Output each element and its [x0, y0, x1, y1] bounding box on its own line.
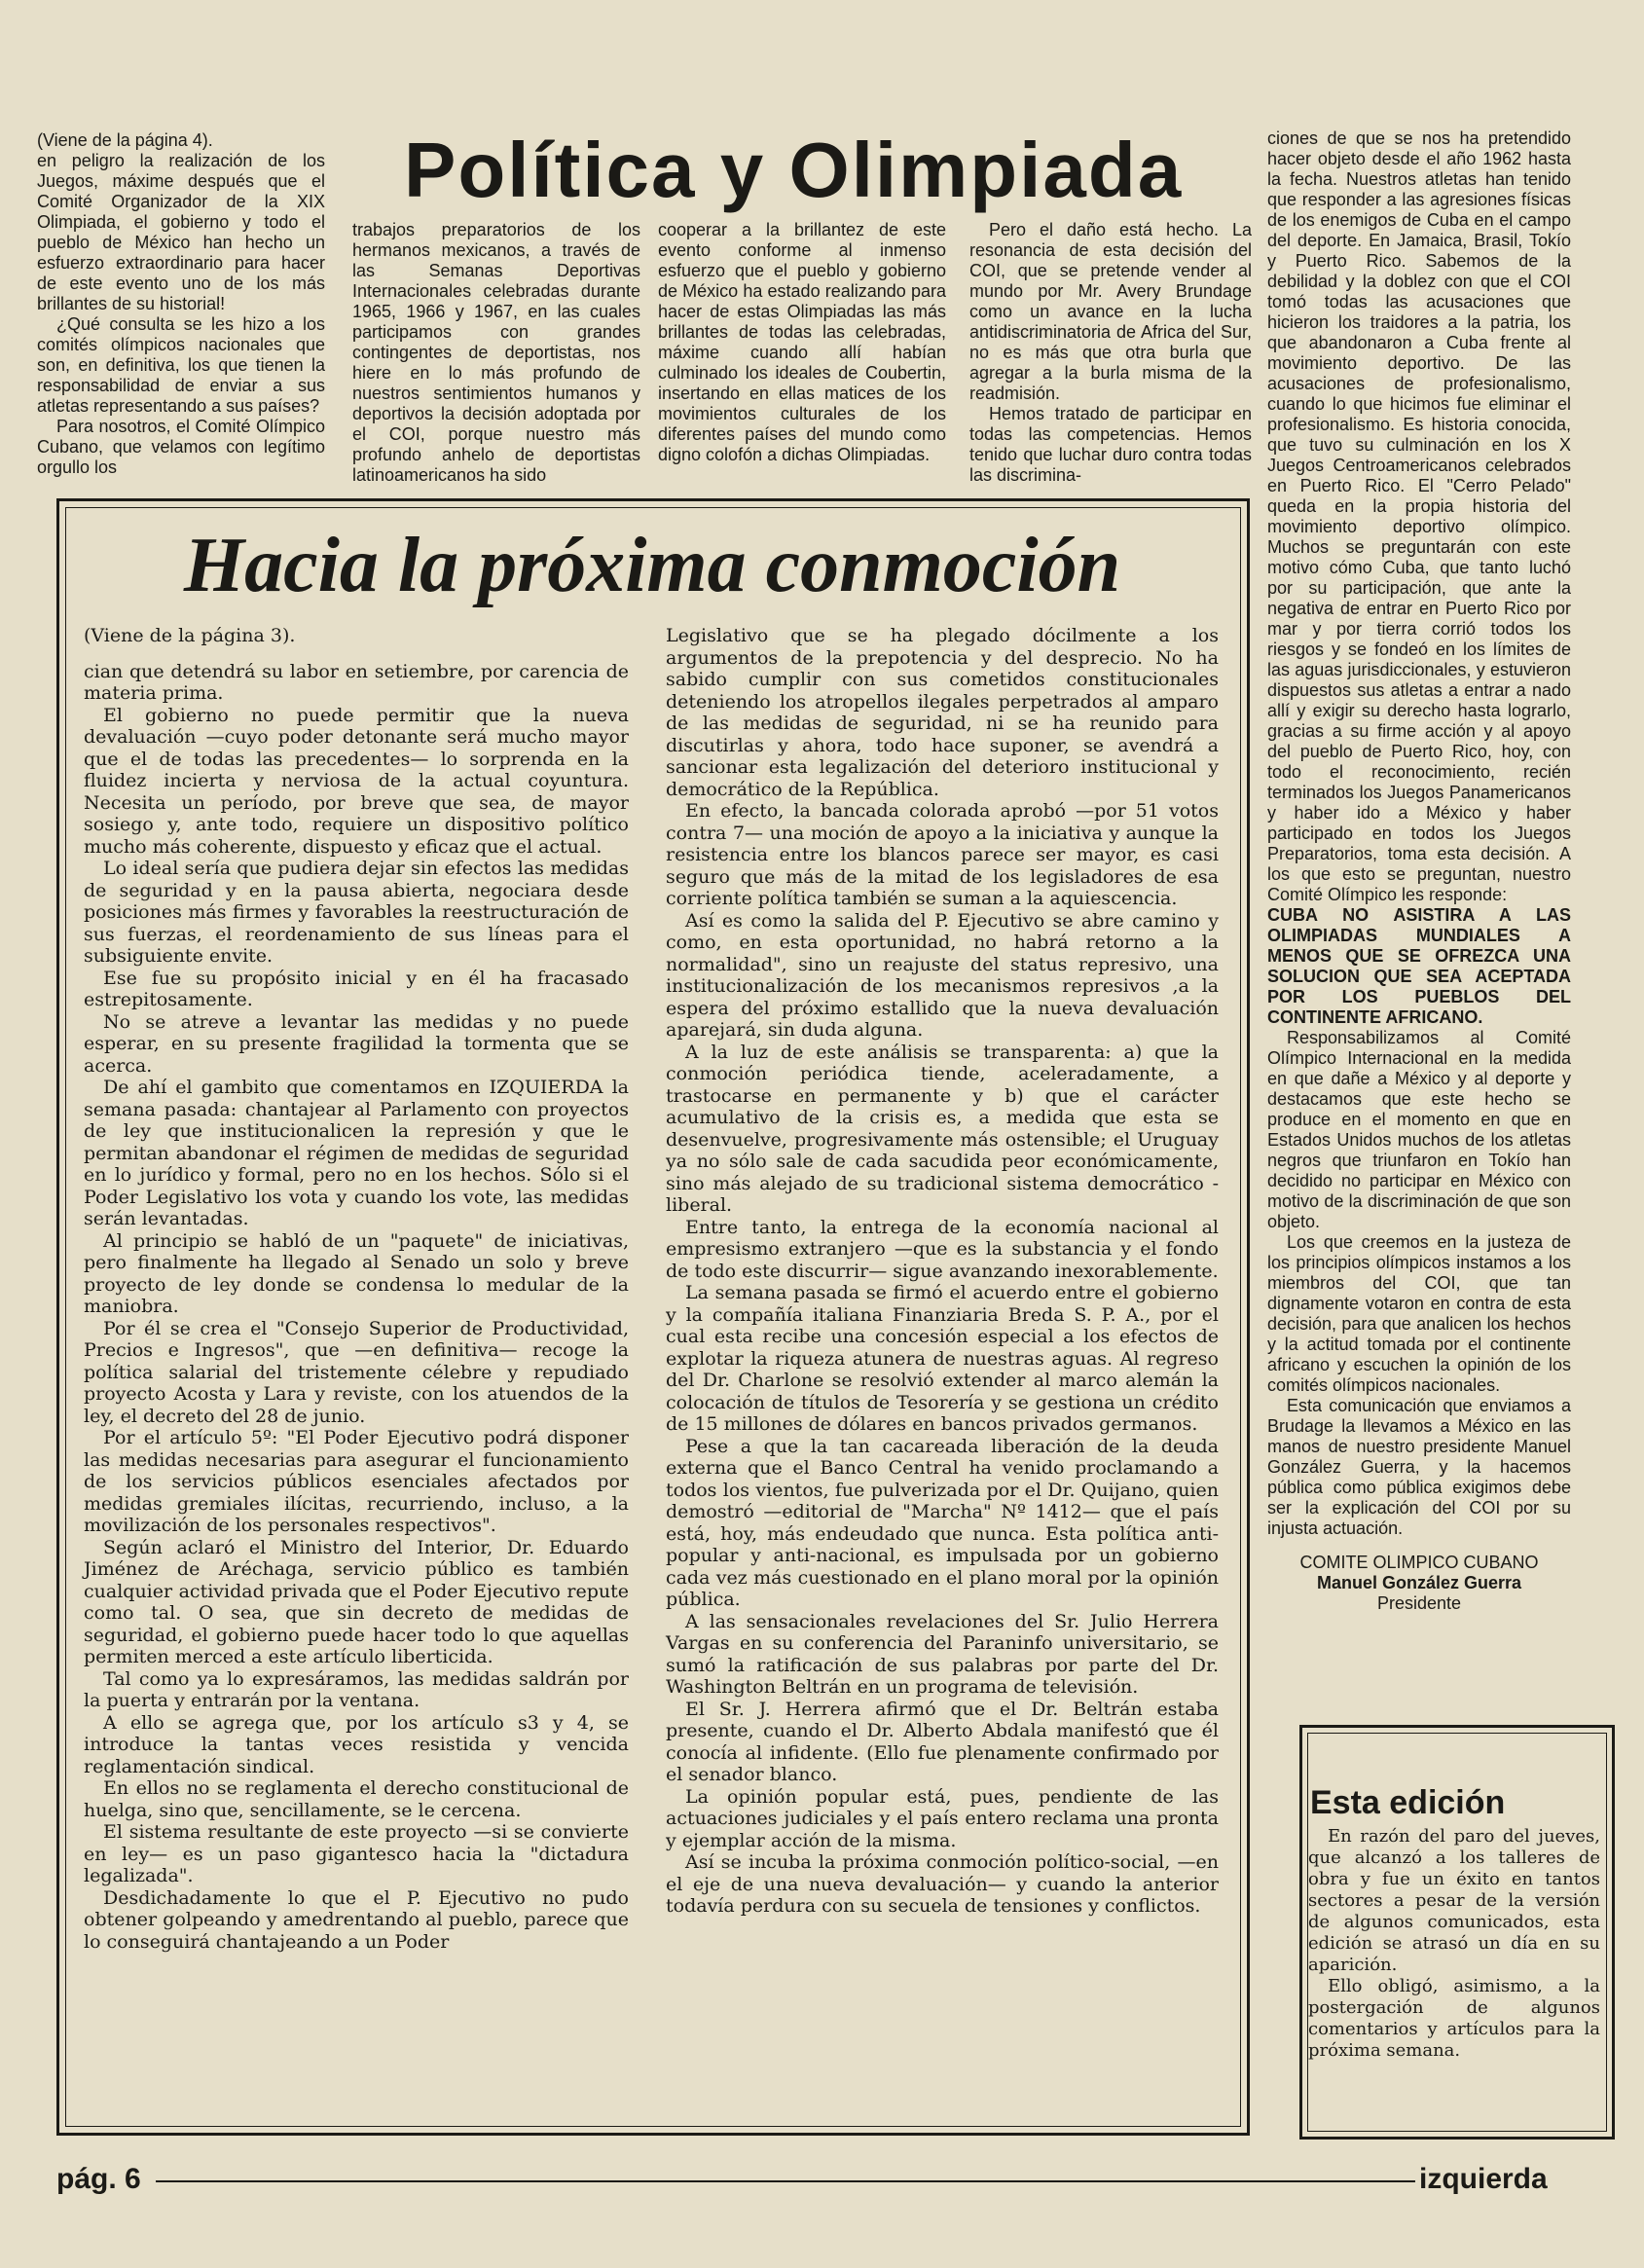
- signature-role: Presidente: [1376, 1593, 1462, 1613]
- signature-org: COMITE OLIMPICO CUBANO: [1299, 1553, 1539, 1572]
- politica-col1-p3: Para nosotros, el Comité Olímpico Cubano, que velamos con legítimo orgullo los: [37, 417, 325, 477]
- politica-col-2: [352, 220, 640, 486]
- conmocion-right-p9: La opinión popular está, pues, pendiente de las actuaciones judiciales y el país entero reclama una pronta y ejemplar acción de la misma.: [666, 1785, 1219, 1851]
- edicion-p1: Ello obligó, asimismo, a la postergación de algunos comentarios y artículos para la próxima semana.: [1308, 1976, 1600, 2061]
- politica-right-declaration: CUBA NO ASISTIRA A LAS OLIMPIADAS MUNDIALES A MENOS QUE SE OFREZCA UNA SOLUCION QUE SEA ACEPTADA POR LOS PUEBLOS DEL CONTINENTE AFRICANO.: [1267, 905, 1571, 1027]
- footer-rule: [156, 2180, 1415, 2182]
- conmocion-title: Hacia la próxima conmoción: [183, 523, 1121, 608]
- conmocion-left-p14: Desdichadamente lo que el P. Ejecutivo no pudo obtener golpeando y amedrentando al pueblo, parece que lo conseguirá chantajeando a un Poder: [84, 1886, 629, 1953]
- politica-col-3: [658, 220, 946, 465]
- politica-col2-text: trabajos preparatorios de los hermanos mexicanos, a través de las Semanas Deportivas Internacionales celebradas durante 1965, 1966 y 1967, en las cuales participamos con grandes contingentes de deportistas, nos hiere en lo más profundo de nuestros sentimientos humanos y deportivos la decisión adoptada por el COI, porque nuestro más profundo anhelo de deportistas latinoamericanos ha sido: [352, 220, 640, 485]
- conmocion-right-p5: La semana pasada se firmó el acuerdo entre el gobierno y la compañía italiana Finanziaria Breda S. P. A., por el cual esta recibe una concesión especial a los efectos de explotar la riqueza atunera de nuestras aguas. Al regreso del Dr. Charlone se resolvió extender al marco alemán la colocación de títulos de Tesorería y se gestiona un crédito de 15 millones de dólares en bancos privados germanos.: [666, 1282, 1219, 1435]
- politica-right-column: [1267, 128, 1571, 1614]
- conmocion-left-p12: En ellos no se reglamenta el derecho constitucional de huelga, sino que, sencillamente, se le cercena.: [84, 1777, 629, 1821]
- conmocion-right-p2: Así es como la salida del P. Ejecutivo se abre camino y como, en esta oportunidad, no habrá retorno a la normalidad", sino un reajuste del status represivo, una institucionalización de los mecanismos represivos ,a la espera del próximo estallido que la nueva devaluación aparejará, sin duda alguna.: [666, 909, 1219, 1041]
- politica-col-4: [969, 220, 1252, 486]
- conmocion-right-p6: Pese a que la tan cacareada liberación de la deuda externa que el Banco Central ha venido proclamando a todos los vientos, fue pulverizada por el Dr. Quijano, quien demostró —editorial de "Marcha" Nº 1412— que el país está, hoy, más endeudado que nunca. Esta política anti-popular y anti-nacional, es impulsada por un gobierno cada vez más cuestionado en el plano moral por la opinión pública.: [666, 1435, 1219, 1610]
- politica-right-p0: ciones de que se nos ha pretendido hacer objeto desde el año 1962 hasta la fecha. Nuestros atletas han tenido que responder a las agresiones físicas de los enemigos de Cuba en el campo del deporte. En Jamaica, Brasil, Tokío y Puerto Rico. Sabemos de la debilidad y la doblez con que el COI tomó todas las acusaciones que hicieron los traidores a la patria, los que abandonaron a Cuba frente al movimiento deportivo. De las acusaciones de profesionalismo, cuando lo que hicimos fue eliminar el profesionalismo. Es historia conocida, que tuvo su culminación en los X Juegos Centroamericanos celebrados en Puerto Rico. El "Cerro Pelado" queda en la propia historia del movimiento deportivo olímpico. Muchos se preguntarán con este motivo cómo Cuba, que tanto luchó por su participación, que ante la negativa de entrar en Puerto Rico por mar y por tierra corrió todos los riesgos y se fondeó en los límites de las aguas jurisdiccionales, y estuvieron dispuestos sus atletas a entrar a nado allí y exigir su derecho hasta lograrlo, gracias a su firme acción y al apoyo del pueblo de Puerto Rico, hoy, con todo el reconocimiento, recién terminados los Juegos Panamericanos y haber ido a México y haber participado en todos los Juegos Preparatorios, toma esta decisión. A los que esto se preguntan, nuestro Comité Olímpico les responde:: [1267, 128, 1571, 904]
- edicion-p0: En razón del paro del jueves, que alcanzó a los talleres de obra y fue un éxito en tantos sectores a pesar de la versión de algunos comunicados, esta edición se atrasó un día en su aparición.: [1308, 1826, 1600, 1975]
- conmocion-left-p3: Ese fue su propósito inicial y en él ha fracasado estrepitosamente.: [84, 967, 629, 1010]
- conmocion-left-p4: No se atreve a levantar las medidas y no puede esperar, en su presente fragilidad la tormenta que se acerca.: [84, 1010, 629, 1077]
- conmocion-right-p0: Legislativo que se ha plegado dócilmente a los argumentos de la prepotencia y del desprecio. No ha sabido cumplir con sus cometidos constitucionales deteniendo los atropellos ilegales perpetrados al amparo de las medidas de seguridad, ni se ha reunido para discutirlas y ahora, todo hace suponer, se avendrá a sancionar esta legalización del deterioro institucional y democrático de la República.: [666, 625, 1219, 800]
- politica-col1-p1: en peligro la realización de los Juegos, máxime después que el Comité Organizador de la XIX Olimpiada, el gobierno y todo el pueblo de México han hecho un esfuerzo extraordinario para hacer de este evento uno de los más brillantes de su historial!: [37, 151, 325, 313]
- politica-title: Política y Olimpiada: [404, 127, 1184, 213]
- edicion-body: [1308, 1826, 1600, 2062]
- conmocion-left-p2: Lo ideal sería que pudiera dejar sin efectos las medidas de seguridad y en la pausa abierta, negociara desde posiciones más firmes y favorables la reestructuración de sus fuerzas, el reordenamiento de sus líneas para el subsiguiente envite.: [84, 858, 629, 967]
- politica-col4-p0: Pero el daño está hecho. La resonancia de esta decisión del COI, que se pretende vender al mundo por Mr. Avery Brundage como un avance en la lucha antidiscriminatoria de Africa del Sur, no es más que otra burla que agregar a la burla misma de la readmisión.: [969, 220, 1252, 403]
- politica-col1-p0: (Viene de la página 4).: [37, 130, 213, 150]
- politica-right-p2: Responsabilizamos al Comité Olímpico Internacional en la medida en que dañe a México y al deporte y destacamos que este hecho se produce en el momento en que en Estados Unidos muchos de los atletas negros que triunfaron en Tokío han decidido no participar en México con motivo de la discriminación de que son objeto.: [1267, 1028, 1571, 1231]
- conmocion-right-p4: Entre tanto, la entrega de la economía nacional al empresismo extranjero —que es la substancia y el fondo de todo este discurrir— sigue avanzando inexorablemente.: [666, 1216, 1219, 1282]
- conmocion-col-left: [84, 625, 629, 1953]
- conmocion-right-p10: Así se incuba la próxima conmoción político-social, —en el eje de una nueva devaluación— y cuando la anterior todavía perdura con su secuela de tensiones y conflictos.: [666, 1851, 1219, 1917]
- conmocion-right-p1: En efecto, la bancada colorada aprobó —por 51 votos contra 7— una moción de apoyo a la iniciativa y aunque la resistencia entre los blancos parece ser mayor, es casi seguro que más de la mitad de los legisladores de esa corriente política también se suman a la aquiescencia.: [666, 800, 1219, 909]
- conmocion-left-p10: Tal como ya lo expresáramos, las medidas saldrán por la puerta y entrarán por la ventana.: [84, 1667, 629, 1711]
- conmocion-left-p1: El gobierno no puede permitir que la nueva devaluación —cuyo poder detonante será mucho mayor que el de todas las precedentes— lo sorprenda en la fluidez incierta y nerviosa de la actual coyuntura. Necesita un período, por breve que sea, de mayor sosiego y, ante todo, requiere un dispositivo político mucho más coherente, dispuesto y eficaz que el actual.: [84, 704, 629, 858]
- conmocion-col-right: [666, 625, 1219, 1918]
- politica-col1-p2: ¿Qué consulta se les hizo a los comités olímpicos nacionales que son, en definitiva, los que tienen la responsabilidad de enviar a sus atletas representando a sus países?: [37, 314, 325, 416]
- conmocion-left-p11: A ello se agrega que, por los artículo s3 y 4, se introduce la tantas veces resistida y vencida reglamentación sindical.: [84, 1711, 629, 1777]
- politica-col3-text: cooperar a la brillantez de este evento conforme al inmenso esfuerzo que el pueblo y gobierno de México ha estado realizando para hacer de estas Olimpiadas las más brillantes de todas las celebradas, máxime cuando allí habían culminado los ideales de Coubertin, insertando en ellas matices de los movimientos culturales de los diferentes países del mundo como digno colofón a dichas Olimpiadas.: [658, 220, 946, 464]
- politica-col4-p1: Hemos tratado de participar en todas las competencias. Hemos tenido que luchar duro contra todas las discrimina-: [969, 404, 1252, 485]
- conmocion-left-p9: Según aclaró el Ministro del Interior, Dr. Eduardo Jiménez de Aréchaga, servicio público es también cualquier actividad privada que el Poder Ejecutivo repute como tal. O sea, que sin decreto de medidas de seguridad, el gobierno puede hacer todo lo que aquellas permiten merced a este artículo liberticida.: [84, 1536, 629, 1667]
- conmocion-left-p8: Por el artículo 5º: "El Poder Ejecutivo podrá disponer las medidas necesarias para asegurar el funcionamiento de los servicios públicos esenciales afectados por medidas gremiales ilícitas, recurriendo, incluso, a la movilización de los personales respectivos".: [84, 1427, 629, 1536]
- conmocion-right-p8: El Sr. J. Herrera afirmó que el Dr. Beltrán estaba presente, cuando el Dr. Alberto Abdala manifestó que él conocía al infidente. (Ello fue plenamente confirmado por el senador blanco.: [666, 1698, 1219, 1785]
- conmocion-right-p3: A la luz de este análisis se transparenta: a) que la conmoción periódica tiende, aceleradamente, a trastocarse en permanente y b) que el carácter acumulativo de la crisis es, a medida que esta se desenvuelve, progresivamente más ostensible; el Uruguay ya no sólo sale de cada sacudida peor económicamente, sino más alejado de su tradicional sistema democrático - liberal.: [666, 1041, 1219, 1216]
- conmocion-left-p5: De ahí el gambito que comentamos en IZQUIERDA la semana pasada: chantajear al Parlamento con proyectos de ley que institucionalicen la represión y que le permitan abandonar el régimen de medidas de seguridad en lo jurídico y formal, pero no en los hechos. Sólo si el Poder Legislativo los vota y cuando los vote, las medidas serán levantadas.: [84, 1077, 629, 1229]
- politica-right-p4: Esta comunicación que enviamos a Brudage la llevamos a México en las manos de nuestro presidente Manuel González Guerra, y la hacemos pública como pública exigimos debe ser la explicación del COI por su injusta actuación.: [1267, 1396, 1571, 1538]
- politica-col-1: [37, 130, 325, 478]
- conmocion-left-p13: El sistema resultante de este proyecto —si se convierte en ley— es un paso gigantesco hacia la "dictadura legalizada".: [84, 1821, 629, 1886]
- conmocion-left-p7: Por él se crea el "Consejo Superior de Productividad, Precios e Ingresos", que —en definitiva— recoge la política salarial del tristemente célebre y repudiado proyecto Acosta y Lara y reviste, con los atuendos de la ley, el decreto del 28 de junio.: [84, 1317, 629, 1427]
- conmocion-right-p7: A las sensacionales revelaciones del Sr. Julio Herrera Vargas en su conferencia del Paraninfo universitario, se sumó la ratificación de sus palabras por parte del Dr. Washington Beltrán en un programa de televisión.: [666, 1610, 1219, 1698]
- edicion-title: Esta edición: [1310, 1784, 1506, 1821]
- footer-page-number: pág. 6: [56, 2163, 141, 2195]
- conmocion-left-p6: Al principio se habló de un "paquete" de iniciativas, pero finalmente ha llegado al Senado un solo y breve proyecto de ley donde se condensa lo medular de la maniobra.: [84, 1229, 629, 1317]
- conmocion-intro: (Viene de la página 3).: [84, 625, 296, 646]
- politica-right-p3: Los que creemos en la justeza de los principios olímpicos instamos a los miembros del COI, que tan dignamente votaron en contra de esta decisión, para que analicen los hechos y la actitud tomada por el continente africano y escuchen la opinión de los comités olímpicos nacionales.: [1267, 1232, 1571, 1395]
- footer-masthead: izquierda: [1419, 2163, 1548, 2195]
- conmocion-left-p0: cian que detendrá su labor en setiembre, por carencia de materia prima.: [84, 660, 629, 704]
- signature-name: Manuel González Guerra: [1316, 1573, 1522, 1592]
